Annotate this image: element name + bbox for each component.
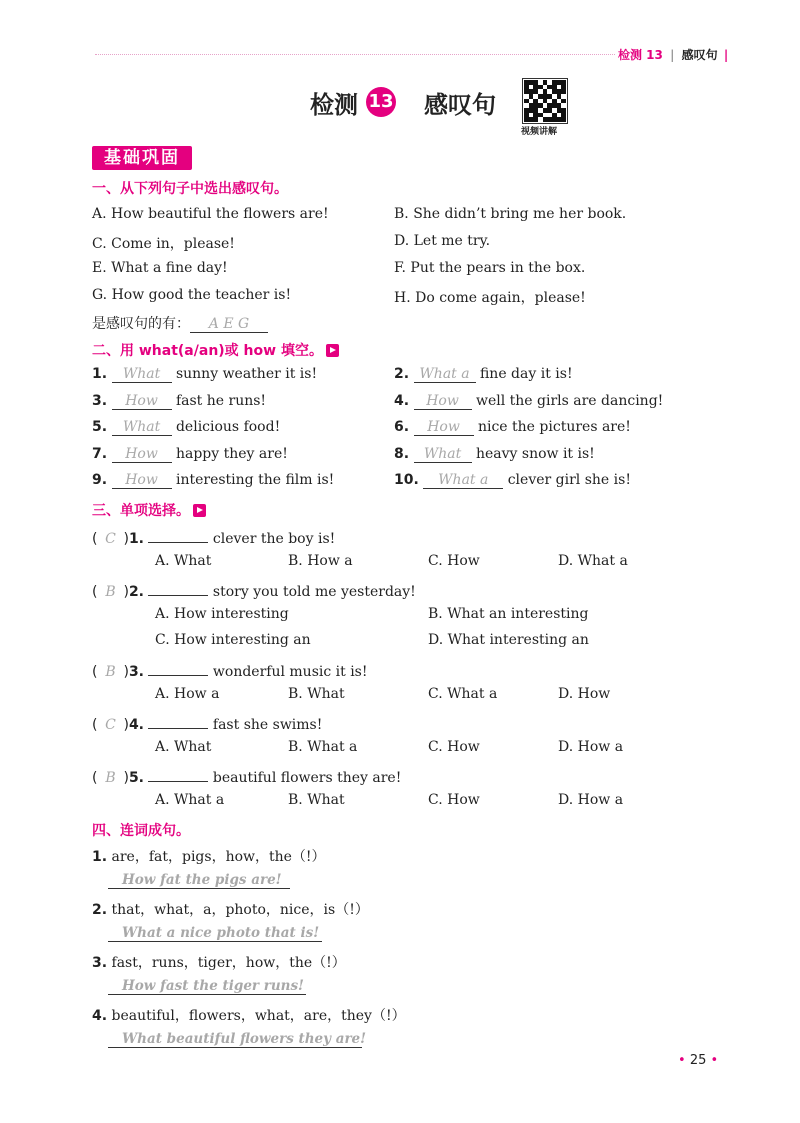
answer-blank[interactable]: What bbox=[112, 366, 172, 383]
answer-blank[interactable]: How bbox=[112, 446, 172, 463]
question-blank[interactable] bbox=[148, 712, 208, 729]
item-text: clever girl she is! bbox=[507, 472, 631, 489]
question-number: 1. bbox=[128, 531, 144, 547]
question-text: clever the boy is! bbox=[212, 531, 336, 547]
choice-option[interactable]: A. What bbox=[155, 552, 212, 569]
part1-answer[interactable]: A E G bbox=[190, 316, 268, 333]
word-order-item bbox=[92, 1005, 406, 1025]
title-topic: 感叹句 bbox=[424, 90, 496, 119]
part2-heading bbox=[92, 340, 339, 360]
choice-answer[interactable]: B bbox=[105, 664, 116, 680]
question-blank[interactable] bbox=[148, 659, 208, 676]
video-play-icon[interactable] bbox=[193, 504, 206, 517]
choice-answer[interactable]: B bbox=[105, 584, 116, 601]
option-a: A. How beautiful the flowers are! bbox=[92, 206, 329, 222]
header-section: 检测 13 bbox=[618, 48, 663, 62]
running-header: 检测 13 | 感叹句 | bbox=[618, 48, 729, 62]
item-number: 6. bbox=[394, 419, 410, 436]
question-number: 5. bbox=[128, 770, 144, 787]
part1-heading: 一、从下列句子中选出感叹句。 bbox=[92, 181, 288, 197]
answer-blank[interactable]: What bbox=[414, 446, 472, 463]
fill-blank-item bbox=[394, 419, 631, 436]
question-number: 2. bbox=[128, 584, 144, 601]
option-b: B. She didn’t bring me her book. bbox=[394, 206, 627, 222]
option-f: F. Put the pears in the box. bbox=[394, 260, 586, 276]
item-number: 2. bbox=[394, 366, 410, 382]
item-number: 3. bbox=[92, 955, 108, 971]
qr-code-icon[interactable] bbox=[522, 78, 568, 124]
option-c: C. Come in，please! bbox=[92, 236, 235, 252]
scrambled-words: are，fat，pigs，how，the（!） bbox=[111, 849, 326, 865]
question-number: 4. bbox=[128, 717, 144, 734]
choice-option[interactable]: D. How bbox=[558, 685, 611, 702]
item-number: 1. bbox=[92, 849, 108, 865]
part4-heading: 四、连词成句。 bbox=[92, 823, 190, 839]
qr-caption: 视频讲解 bbox=[521, 127, 558, 137]
answer-blank[interactable]: How bbox=[414, 393, 472, 410]
header-dotted-rule bbox=[95, 54, 615, 55]
item-text: interesting the film is! bbox=[175, 472, 335, 489]
title-prefix: 检测 bbox=[310, 90, 358, 119]
item-text: heavy snow it is! bbox=[475, 445, 595, 462]
item-number: 1. bbox=[92, 366, 108, 382]
question-text: story you told me yesterday! bbox=[212, 584, 416, 601]
choice-answer[interactable]: C bbox=[105, 717, 116, 734]
option-g: G. How good the teacher is! bbox=[92, 287, 292, 303]
word-order-item bbox=[92, 899, 369, 919]
question-text: beautiful flowers they are! bbox=[212, 770, 402, 787]
part1-answer-label: 是感叹句的有： bbox=[92, 316, 190, 332]
question-text: fast she swims! bbox=[212, 717, 323, 734]
answer-blank[interactable]: How bbox=[112, 393, 172, 410]
fill-blank-item bbox=[92, 419, 280, 436]
part3-heading bbox=[92, 500, 206, 520]
item-number: 5. bbox=[92, 419, 108, 436]
choice-question: ( B )5. beautiful flowers they are! bbox=[92, 765, 401, 786]
option-e: E. What a fine day! bbox=[92, 260, 228, 276]
scrambled-words: beautiful，flowers，what，are，they（!） bbox=[111, 1008, 406, 1024]
sentence-answer-line[interactable]: How fast the tiger runs! bbox=[108, 978, 306, 995]
question-blank[interactable] bbox=[148, 765, 208, 782]
fill-blank-item bbox=[92, 366, 317, 383]
item-text: sunny weather it is! bbox=[175, 366, 318, 382]
fill-blank-item bbox=[92, 393, 266, 410]
question-number: 3. bbox=[128, 664, 144, 680]
answer-blank[interactable]: What a bbox=[414, 366, 476, 383]
choice-question: ( C )1. clever the boy is! bbox=[92, 526, 335, 547]
choice-option[interactable]: B. What bbox=[288, 685, 345, 702]
item-number: 4. bbox=[92, 1008, 108, 1024]
choice-option[interactable]: A. How interesting bbox=[155, 605, 289, 622]
item-text: fast he runs! bbox=[175, 392, 267, 409]
sentence-answer-line[interactable]: What a nice photo that is! bbox=[108, 925, 322, 942]
question-blank[interactable] bbox=[148, 526, 208, 543]
fill-blank-item bbox=[92, 472, 334, 489]
item-number: 4. bbox=[394, 392, 410, 409]
choice-option[interactable]: D. What interesting an bbox=[428, 632, 589, 649]
choice-option[interactable]: B. How a bbox=[288, 552, 353, 569]
question-text: wonderful music it is! bbox=[212, 664, 368, 680]
item-text: delicious food! bbox=[175, 419, 281, 436]
item-number: 7. bbox=[92, 445, 108, 462]
word-order-item bbox=[92, 846, 326, 866]
sentence-answer-line[interactable]: How fat the pigs are! bbox=[108, 872, 290, 889]
choice-option[interactable]: C. How bbox=[428, 552, 480, 569]
fill-blank-item bbox=[394, 366, 573, 383]
item-text: fine day it is! bbox=[479, 366, 573, 382]
item-number: 9. bbox=[92, 472, 108, 489]
item-number: 8. bbox=[394, 445, 410, 462]
part1-answer-line bbox=[92, 313, 268, 333]
choice-option[interactable]: C. What a bbox=[428, 685, 498, 702]
item-number: 10. bbox=[394, 472, 419, 489]
choice-option[interactable]: D. What a bbox=[558, 552, 628, 569]
header-topic: 感叹句 bbox=[681, 48, 718, 62]
choice-question: ( C )4. fast she swims! bbox=[92, 712, 322, 733]
part3-heading-text: 三、单项选择。 bbox=[92, 503, 190, 519]
choice-option[interactable]: C. How interesting an bbox=[155, 632, 311, 649]
option-h: H. Do come again，please! bbox=[394, 290, 586, 306]
option-d: D. Let me try. bbox=[394, 233, 491, 249]
sentence-answer-line[interactable]: What beautiful flowers they are! bbox=[108, 1031, 362, 1048]
fill-blank-item bbox=[394, 472, 631, 489]
choice-option[interactable]: A. How a bbox=[155, 685, 220, 702]
choice-option[interactable]: C. How bbox=[428, 792, 480, 808]
answer-blank[interactable]: How bbox=[414, 419, 474, 436]
choice-option[interactable]: B. What bbox=[288, 792, 345, 808]
page-number: • 25 • bbox=[678, 1053, 719, 1068]
item-text: nice the pictures are! bbox=[477, 419, 631, 436]
choice-option[interactable]: A. What a bbox=[155, 792, 225, 808]
item-number: 2. bbox=[92, 902, 108, 918]
fill-blank-item bbox=[92, 446, 288, 463]
choice-option[interactable]: B. What an interesting bbox=[428, 605, 589, 622]
choice-option[interactable]: D. How a bbox=[558, 792, 624, 808]
item-text: happy they are! bbox=[175, 445, 288, 462]
choice-question: ( B )3. wonderful music it is! bbox=[92, 659, 368, 680]
choice-option[interactable]: B. What a bbox=[288, 738, 358, 755]
part2-heading-text: 二、用 what(a/an)或 how 填空。 bbox=[92, 343, 323, 359]
question-blank[interactable] bbox=[148, 579, 208, 596]
scrambled-words: that，what，a，photo，nice，is（!） bbox=[111, 902, 369, 918]
choice-answer[interactable]: B bbox=[105, 770, 116, 787]
choice-question: ( B )2. story you told me yesterday! bbox=[92, 579, 416, 600]
answer-blank[interactable]: What a bbox=[423, 472, 503, 489]
choice-option[interactable]: D. How a bbox=[558, 738, 624, 755]
answer-blank[interactable]: How bbox=[112, 472, 172, 489]
fill-blank-item bbox=[394, 393, 663, 410]
choice-answer[interactable]: C bbox=[105, 531, 116, 547]
choice-option[interactable]: A. What bbox=[155, 738, 212, 755]
page-number-value: 25 bbox=[689, 1053, 707, 1068]
item-text: well the girls are dancing! bbox=[475, 392, 664, 409]
video-play-icon[interactable] bbox=[326, 344, 339, 357]
scrambled-words: fast，runs，tiger，how，the（!） bbox=[111, 955, 346, 971]
title-number-badge: 13 bbox=[366, 87, 396, 117]
fill-blank-item bbox=[394, 446, 595, 463]
word-order-item bbox=[92, 952, 346, 972]
section-banner: 基础巩固 bbox=[92, 146, 192, 170]
choice-option[interactable]: C. How bbox=[428, 738, 480, 755]
page-title bbox=[310, 86, 496, 118]
answer-blank[interactable]: What bbox=[112, 419, 172, 436]
item-number: 3. bbox=[92, 392, 108, 409]
